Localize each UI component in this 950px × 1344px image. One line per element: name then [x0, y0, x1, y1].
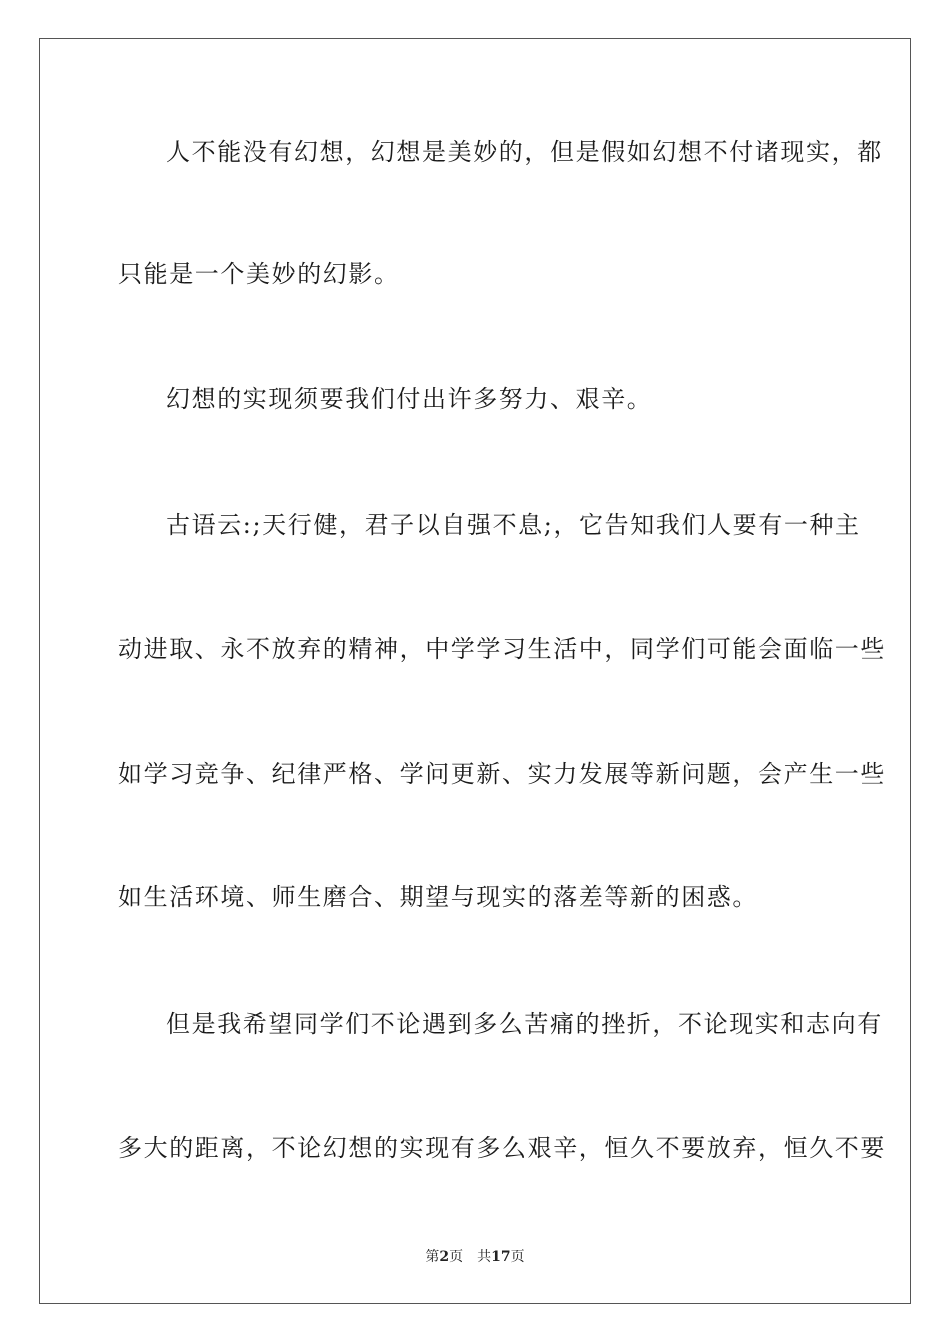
footer-total-suffix: 页: [510, 1249, 525, 1265]
page-border: [39, 38, 911, 1304]
paragraph-line: 动进取、永不放弃的精神，中学学习生活中，同学们可能会面临一些: [118, 635, 886, 663]
paragraph-line: 如学习竞争、纪律严格、学问更新、实力发展等新问题，会产生一些: [118, 760, 886, 788]
page-footer: [0, 1248, 950, 1266]
footer-total-pages: 17: [491, 1249, 511, 1265]
footer-page-prefix: 第: [425, 1249, 440, 1265]
footer-page-number: 2: [439, 1249, 450, 1265]
paragraph-line: 人不能没有幻想，幻想是美妙的，但是假如幻想不付诸现实，都: [166, 138, 883, 166]
paragraph-line: 古语云:;天行健，君子以自强不息;，它告知我们人要有一种主: [166, 511, 861, 539]
paragraph-line: 但是我希望同学们不论遇到多么苦痛的挫折，不论现实和志向有: [166, 1010, 883, 1038]
paragraph-line: 幻想的实现须要我们付出许多努力、艰辛。: [166, 385, 653, 413]
paragraph-line: 如生活环境、师生磨合、期望与现实的落差等新的困惑。: [118, 883, 758, 911]
footer-total-prefix: 共: [477, 1249, 492, 1265]
paragraph-line: 多大的距离，不论幻想的实现有多么艰辛，恒久不要放弃，恒久不要: [118, 1134, 886, 1162]
footer-page-suffix: 页: [449, 1249, 464, 1265]
paragraph-line: 只能是一个美妙的幻影。: [118, 260, 400, 288]
